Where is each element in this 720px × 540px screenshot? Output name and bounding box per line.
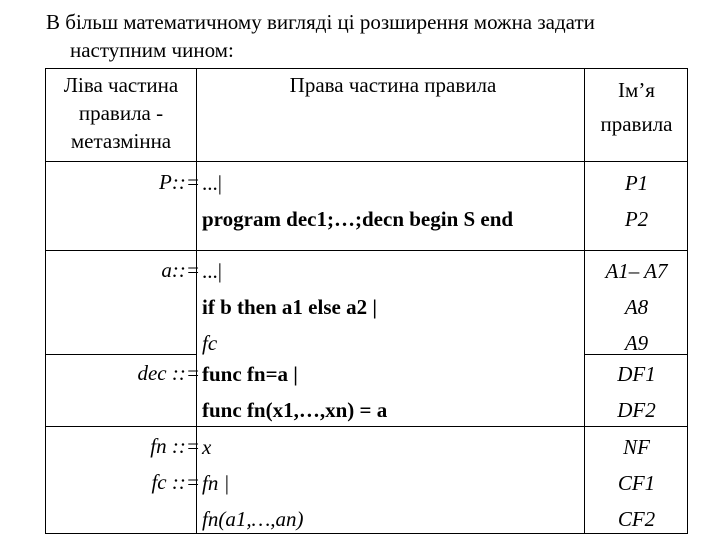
row-5-right [584,465,689,537]
row-2-right-line-3: A9 [624,331,649,355]
row-1-left-text: P::= [159,170,200,194]
grammar-table [45,68,688,534]
row-1-middle-line-1: ...| [202,171,222,195]
row-5-middle [202,465,304,537]
row-2-middle [202,253,377,361]
row-5-middle-line-2: fn(a1,…,an) [202,507,304,531]
row-5-left-text: fc ::= [151,470,200,494]
row-5-left [46,465,200,499]
row-3-right-line-2: DF2 [617,398,656,422]
column-divider-1 [196,69,197,533]
row-1-right [584,165,689,237]
row-divider-2-left [46,354,196,355]
row-4-left-text: fn ::= [150,434,200,458]
row-divider-header [46,161,687,162]
row-2-middle-line-1: ...| [202,259,222,283]
row-3-right [584,356,689,428]
header-left-line-2: правила - [78,101,164,125]
header-left-line-3: метазмінна [70,129,172,153]
row-2-left-text: a::= [161,258,200,282]
row-4-right-line-1: NF [623,435,650,459]
row-3-middle [202,356,387,428]
row-2-middle-line-2: if b then a1 else a2 | [202,295,377,319]
header-left [46,71,196,155]
row-1-right-line-1: P1 [624,171,649,195]
row-2-right [584,253,689,361]
row-1-middle [202,165,513,237]
row-4-middle-line-1: x [202,435,212,459]
header-left-line-1: Ліва частина [63,73,179,97]
row-1-right-line-2: P2 [624,207,649,231]
intro-paragraph [46,8,595,64]
row-1-middle-line-2: program dec1;…;decn begin S end [202,207,514,231]
row-4-middle [202,429,211,465]
row-4-right [584,429,689,465]
row-3-middle-line-2: func fn(x1,…,xn) = a [202,398,388,422]
header-middle: Права частина правила [289,73,497,97]
header-right-line-1: Ім’я [618,78,655,102]
header-right [584,73,689,141]
intro-line-2: наступним чином: [70,38,234,62]
row-2-left [46,253,200,287]
row-1-left [46,165,200,199]
row-5-right-line-1: CF1 [617,471,656,495]
row-2-middle-line-3: fc [202,331,218,355]
row-3-right-line-1: DF1 [617,362,656,386]
row-2-right-line-1: A1– A7 [605,259,668,283]
row-3-left [46,356,200,390]
row-2-right-line-2: A8 [624,295,649,319]
row-5-middle-line-1: fn | [202,471,230,495]
intro-line-1: В більш математичному вигляді ці розширення можна задати [46,10,595,34]
row-4-left [46,429,200,463]
row-3-left-text: dec ::= [137,361,200,385]
row-divider-1 [46,250,687,251]
row-3-middle-line-1: func fn=a | [202,362,298,386]
row-5-right-line-2: CF2 [617,507,656,531]
header-right-line-2: правила [600,112,673,136]
